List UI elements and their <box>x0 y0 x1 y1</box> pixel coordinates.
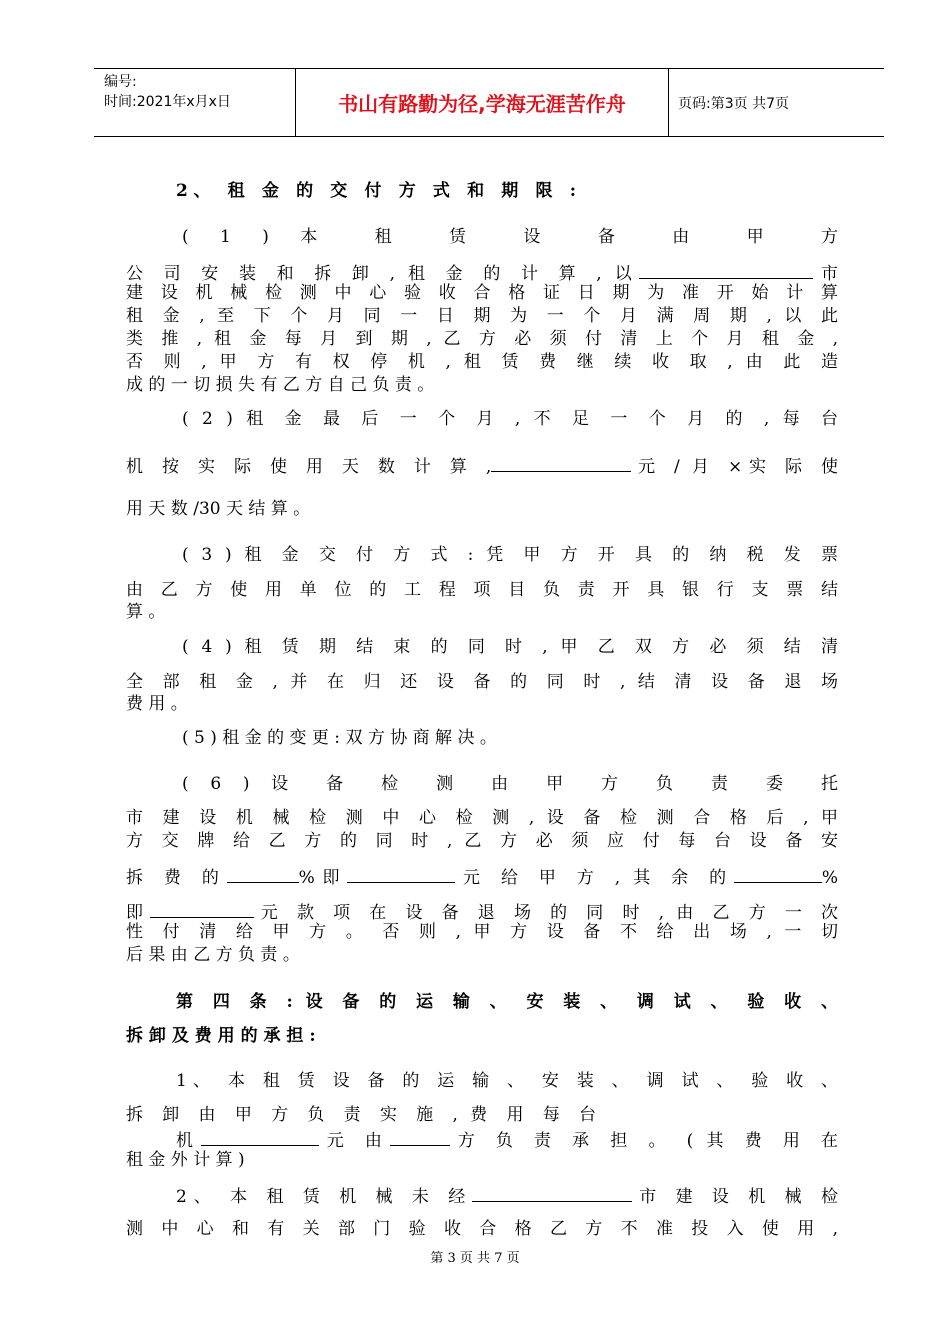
paragraph-line: 即 元 款 项 在 设 备 退 场 的 同 时 , 由 乙 方 一 次 <box>126 899 838 924</box>
paragraph-line: ( 1 ) 本 租 赁 设 备 由 甲 方 <box>182 227 838 247</box>
paragraph-line: 全 部 租 金 , 并 在 归 还 设 备 的 同 时 , 结 清 设 备 退 场 <box>126 672 838 692</box>
paragraph-line: 测 中 心 和 有 关 部 门 验 收 合 格 乙 方 不 准 投 入 使 用 , <box>126 1219 838 1239</box>
blank-field <box>472 1183 632 1202</box>
paragraph-line: 否 则 , 甲 方 有 权 停 机 , 租 赁 费 继 续 收 取 , 由 此 造 <box>126 352 838 372</box>
paragraph-line: 2、 本 租 赁 机 械 未 经 市 建 设 机 械 检 <box>176 1183 838 1208</box>
blank-field <box>201 1127 319 1146</box>
header-motto: 书山有路勤为径,学海无涯苦作舟 <box>296 69 669 136</box>
blank-field <box>347 864 455 883</box>
paragraph-line: 市 建 设 机 械 检 测 中 心 检 测 , 设 备 检 测 合 格 后 , 甲 <box>126 808 838 828</box>
number-label: 编号: <box>104 74 137 90</box>
paragraph-line: 机 元 由 方 负 责 承 担 。 ( 其 费 用 在 <box>176 1127 838 1152</box>
page-header <box>94 68 884 137</box>
paragraph-line: 建 设 机 械 检 测 中 心 验 收 合 格 证 日 期 为 准 开 始 计 算 <box>126 283 838 303</box>
paragraph-line: 成 的 一 切 损 失 有 乙 方 自 己 负 责 。 <box>126 375 435 395</box>
paragraph-line: 用 天 数 /30 天 结 算 。 <box>126 499 311 519</box>
paragraph-line: 性 付 清 给 甲 方 。 否 则 , 甲 方 设 备 不 给 出 场 , 一 切 <box>126 922 838 942</box>
paragraph-line: 费 用 。 <box>126 694 188 714</box>
header-meta <box>94 69 296 136</box>
paragraph-line: 方 交 牌 给 乙 方 的 同 时 , 乙 方 必 须 应 付 每 台 设 备 安 <box>126 831 838 851</box>
paragraph-line: 由 乙 方 使 用 单 位 的 工 程 项 目 负 责 开 具 银 行 支 票 结 <box>126 580 838 600</box>
time-label: 时间:2021年x月x日 <box>104 94 231 110</box>
paragraph-line: 算 。 <box>126 602 166 622</box>
paragraph-line: 公 司 安 装 和 拆 卸 , 租 金 的 计 算 , 以 市 <box>126 260 838 285</box>
paragraph-line: ( 2 ) 租 金 最 后 一 个 月 , 不 足 一 个 月 的 , 每 台 <box>182 409 838 429</box>
paragraph-line: 租 金 , 至 下 个 月 同 一 日 期 为 一 个 月 满 周 期 , 以 此 <box>126 306 838 326</box>
blank-field <box>390 1127 450 1146</box>
blank-field <box>734 864 822 883</box>
blank-field <box>227 864 299 883</box>
blank-field <box>150 899 254 918</box>
article-heading: 拆 卸 及 费 用 的 承 担 : <box>126 1026 316 1046</box>
paragraph-line: 1、 本 租 赁 设 备 的 运 输 、 安 装 、 调 试 、 验 收 、 <box>176 1071 838 1091</box>
paragraph-line: 类 推 , 租 金 每 月 到 期 , 乙 方 必 须 付 清 上 个 月 租 金 , <box>126 329 838 349</box>
header-page-label: 页码:第3页 共7页 <box>678 95 789 112</box>
paragraph-line: 后 果 由 乙 方 负 责 。 <box>126 945 300 965</box>
blank-field <box>639 260 813 279</box>
section-heading: 2、 租 金 的 交 付 方 式 和 期 限 : <box>176 181 576 201</box>
article-heading: 第 四 条 : 设 备 的 运 输 、 安 装 、 调 试 、 验 收 、 <box>176 992 838 1012</box>
paragraph-line: ( 6 ) 设 备 检 测 由 甲 方 负 责 委 托 <box>182 774 838 794</box>
paragraph-line: 拆 费 的 %即 元 给 甲 方 , 其 余 的 % <box>126 864 838 889</box>
paragraph-line: ( 3 ) 租 金 交 付 方 式 : 凭 甲 方 开 具 的 纳 税 发 票 <box>182 545 838 565</box>
paragraph-line: 拆 卸 由 甲 方 负 责 实 施 , 费 用 每 台 <box>126 1105 596 1125</box>
paragraph-line: 租 金 外 计 算 ) <box>126 1150 245 1170</box>
page-footer: 第 3 页 共 7 页 <box>430 1251 520 1266</box>
paragraph-line: 机 按 实 际 使 用 天 数 计 算 , 元 / 月 ×实 际 使 <box>126 453 838 478</box>
blank-field <box>491 453 631 472</box>
paragraph-line: ( 5 ) 租 金 的 变 更 : 双 方 协 商 解 决 。 <box>182 728 497 748</box>
paragraph-line: ( 4 ) 租 赁 期 结 束 的 同 时 , 甲 乙 双 方 必 须 结 清 <box>182 637 838 657</box>
